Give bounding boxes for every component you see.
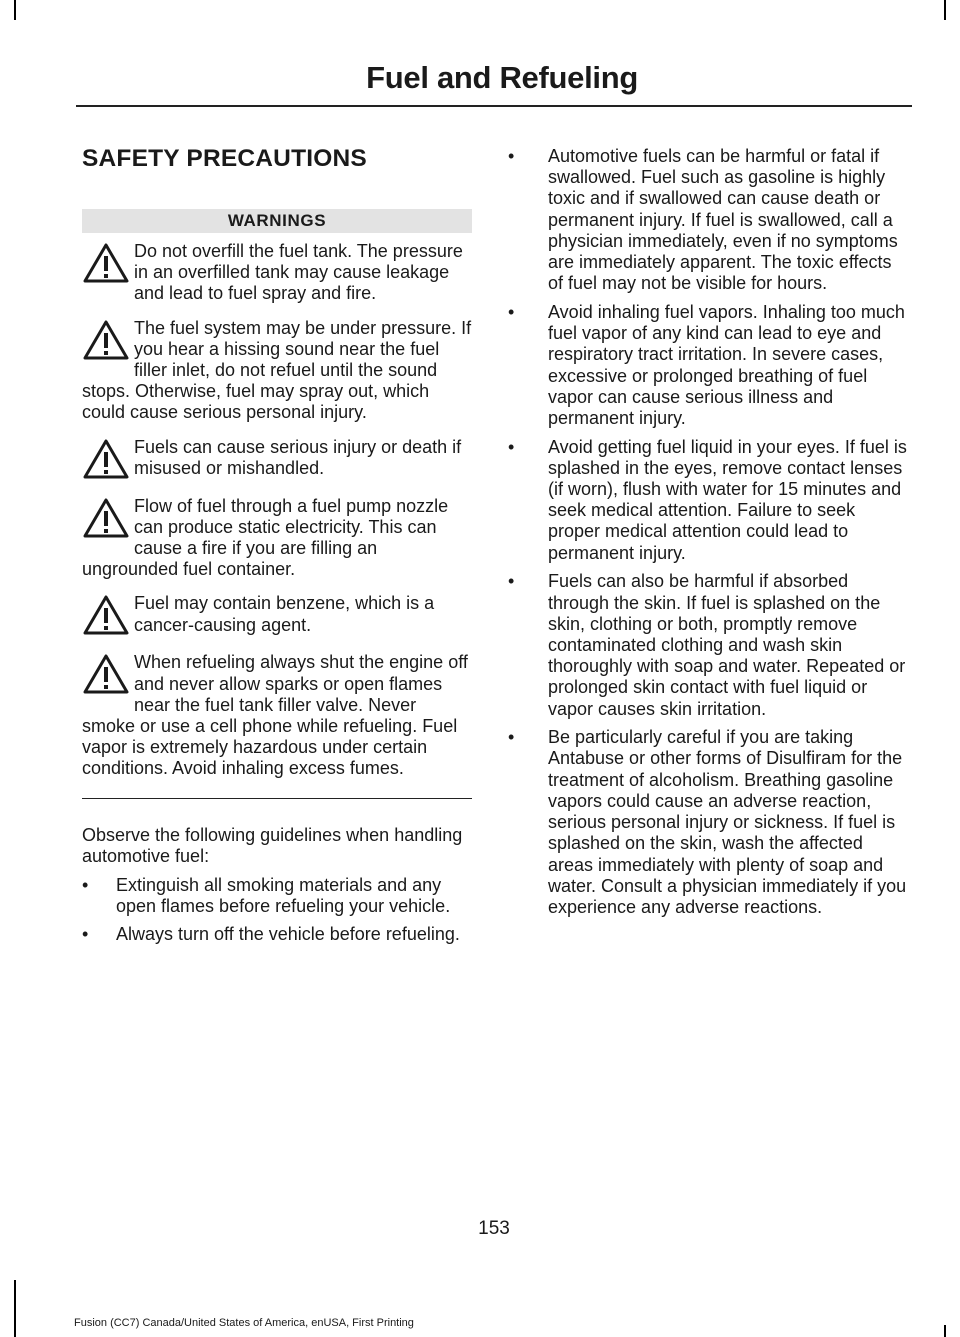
warning-item bbox=[82, 496, 472, 581]
warning-triangle-icon bbox=[82, 652, 134, 698]
bullet-marker: • bbox=[508, 301, 515, 322]
warning-triangle-icon bbox=[82, 437, 134, 483]
guidelines-intro: Observe the following guidelines when handling automotive fuel: bbox=[82, 825, 463, 867]
warning-text: Fuel may contain benzene, which is a cancer-causing agent. bbox=[134, 593, 435, 635]
guideline-text: Be particularly careful if you are taking Antabuse or other forms of Disulfiram for the treatment of alcoholism. Breathing gasoline vapors could cause an adverse reaction, serious personal injury or sickness. If fuel is splashed on the skin, wash the affected areas immediately with plenty of soap and water. Consult a physician immediately if you experience any adverse reactions. bbox=[548, 727, 907, 917]
chapter-title: Fuel and Refueling bbox=[366, 60, 638, 95]
warning-item bbox=[82, 593, 472, 639]
guideline-item bbox=[508, 146, 908, 294]
bullet-marker: • bbox=[508, 727, 515, 748]
bullet-marker: • bbox=[82, 874, 89, 895]
guidelines-list-left bbox=[82, 875, 472, 946]
guideline-text: Avoid getting fuel liquid in your eyes. If fuel is splashed in the eyes, remove contact lenses (if worn), flush with water for 15 minutes and seek medical attention. Failure to seek proper medical attention could lead to permanent injury. bbox=[548, 436, 907, 563]
guideline-item bbox=[82, 924, 472, 945]
guideline-item bbox=[508, 302, 908, 429]
bullet-marker: • bbox=[508, 146, 515, 166]
warnings-list bbox=[82, 241, 472, 780]
crop-mark-top-right bbox=[944, 0, 946, 20]
guideline-item bbox=[508, 727, 908, 918]
section-title: SAFETY PRECAUTIONS bbox=[82, 145, 367, 172]
crop-mark-bottom-right bbox=[944, 1325, 946, 1337]
warning-text: Do not overfill the fuel tank. The pressure in an overfilled tank may cause leakage and lead to fuel spray and fire. bbox=[134, 241, 463, 304]
guideline-text: Automotive fuels can be harmful or fatal if swallowed. Fuel such as gasoline is highly toxic and if swallowed can cause death or permanent injury. If fuel is swallowed, call a physician immediately, even if no symptoms are immediately apparent. The toxic effects of fuel may not be visible for hours. bbox=[548, 146, 898, 294]
guideline-item bbox=[508, 571, 908, 719]
right-column bbox=[508, 146, 908, 926]
bullet-marker: • bbox=[508, 436, 515, 457]
warning-text: When refueling always shut the engine off and never allow sparks or open flames near the fuel tank filler valve. Never smoke or use a cell phone while refueling. Fuel vapor is extremely hazardous under certain conditions. Avoid inhaling excess fumes. bbox=[82, 652, 468, 779]
guidelines-list-right bbox=[508, 146, 908, 918]
warnings-end-divider bbox=[82, 798, 472, 800]
header-divider bbox=[76, 105, 912, 107]
warning-item bbox=[82, 652, 472, 779]
guideline-text: Fuels can also be harmful if absorbed through the skin. If fuel is splashed on the skin, clothing or both, promptly remove contaminated clothing and wash skin thoroughly with soap and water. Repeated or prolonged skin contact with fuel liquid or vapor causes skin irritation. bbox=[548, 571, 906, 719]
warning-text: Fuels can cause serious injury or death if misused or mishandled. bbox=[134, 436, 462, 478]
warning-item bbox=[82, 437, 472, 483]
warning-text: The fuel system may be under pressure. If you hear a hissing sound near the fuel filler inlet, do not refuel until the sound stops. Otherwise, fuel may spray out, which could cause serious personal injury. bbox=[82, 317, 472, 423]
warning-triangle-icon bbox=[82, 318, 134, 364]
warning-triangle-icon bbox=[82, 496, 134, 542]
guideline-text: Always turn off the vehicle before refueling. bbox=[116, 923, 460, 944]
bullet-marker: • bbox=[82, 923, 89, 944]
guideline-item bbox=[508, 437, 908, 564]
guideline-text: Avoid inhaling fuel vapors. Inhaling too much fuel vapor of any kind can lead to eye and respiratory tract irritation. In severe cases, excessive or prolonged breathing of fuel vapor can cause serious illness and permanent injury. bbox=[548, 301, 905, 428]
bullet-marker: • bbox=[508, 571, 515, 592]
warning-triangle-icon bbox=[82, 593, 134, 639]
crop-mark-bottom-left bbox=[14, 1280, 16, 1337]
warning-text: Flow of fuel through a fuel pump nozzle can produce static electricity. This can cause a fire if you are filling an ungrounded fuel container. bbox=[82, 495, 449, 580]
warnings-heading: WARNINGS bbox=[82, 209, 472, 233]
warning-triangle-icon bbox=[82, 241, 134, 287]
guideline-text: Extinguish all smoking materials and any open flames before refueling your vehicle. bbox=[116, 874, 451, 916]
print-footer: Fusion (CC7) Canada/United States of America, enUSA, First Printing bbox=[74, 1317, 414, 1329]
page-number: 153 bbox=[478, 1218, 510, 1239]
left-column bbox=[82, 145, 472, 952]
warning-item bbox=[82, 241, 472, 305]
warning-item bbox=[82, 318, 472, 424]
guideline-item bbox=[82, 875, 472, 917]
crop-mark-top-left bbox=[14, 0, 16, 20]
